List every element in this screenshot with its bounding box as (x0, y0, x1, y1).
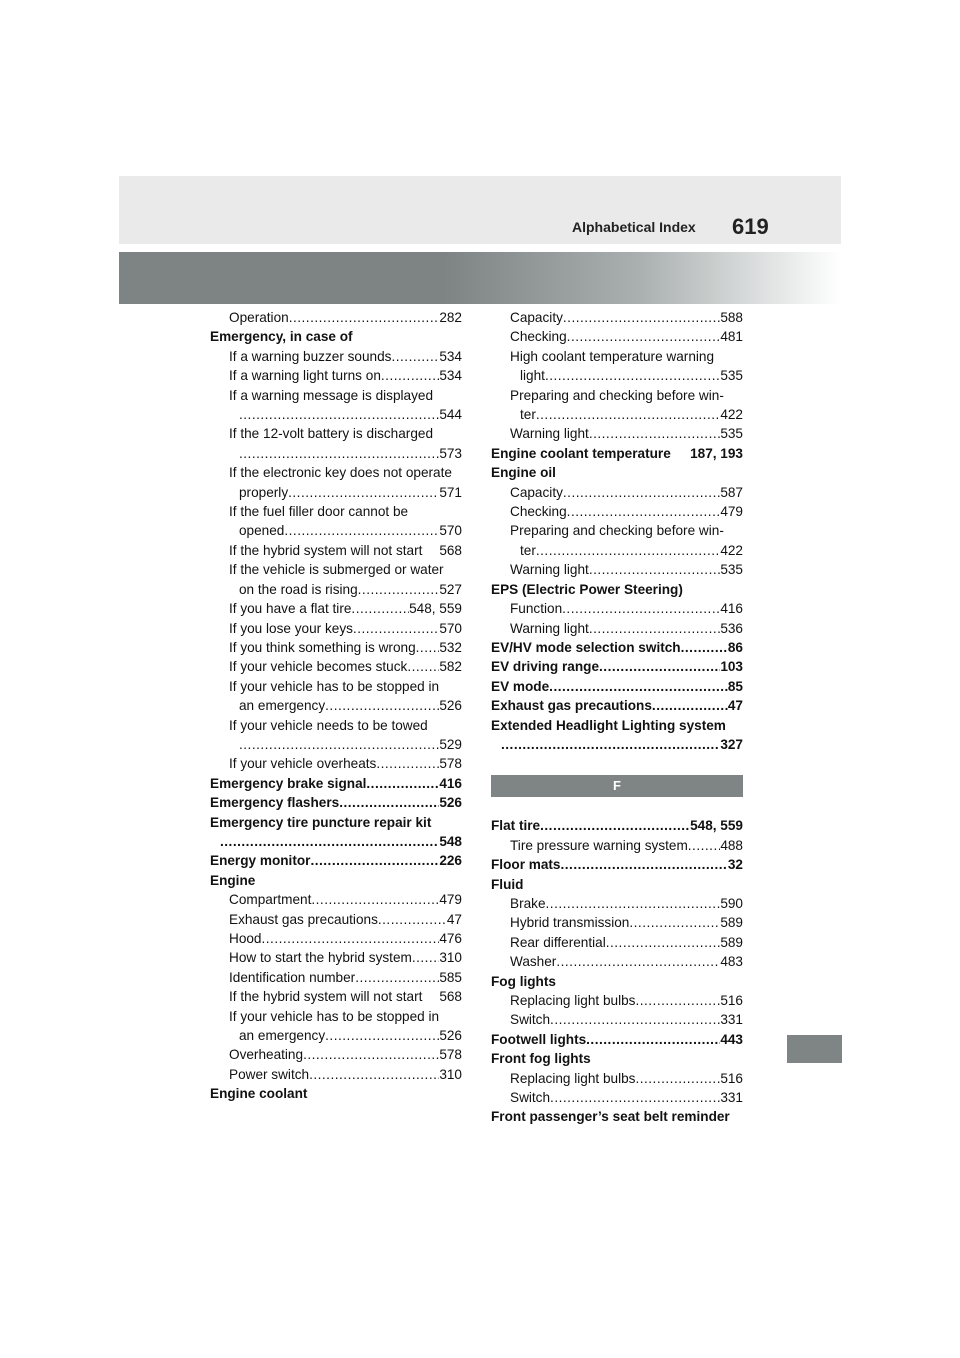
entry-page: 589 (720, 915, 743, 931)
index-entry (210, 890, 462, 909)
index-entry (491, 1069, 743, 1088)
index-entry (491, 1030, 743, 1049)
index-entry (210, 1084, 462, 1103)
entry-page: 573 (439, 445, 462, 461)
entry-page: 526 (439, 795, 462, 811)
entry-term: If the 12-volt battery is discharged (229, 426, 434, 442)
entry-term: If you think something is wrong (229, 639, 416, 655)
index-entry (210, 386, 462, 405)
dot-leader (376, 754, 439, 773)
index-entry (491, 347, 743, 366)
dot-leader (589, 619, 720, 638)
dot-leader (536, 405, 720, 424)
index-list-bottom (491, 816, 743, 1127)
entry-term: High coolant temperature warning (510, 348, 715, 364)
dot-leader (366, 774, 439, 793)
index-entry (491, 677, 743, 696)
entry-term: Rear differential (510, 934, 606, 950)
entry-term: If a warning buzzer sounds (229, 348, 392, 364)
dot-leader (501, 735, 720, 754)
entry-page: 548, 559 (409, 601, 462, 617)
dot-leader (563, 483, 720, 502)
entry-term: Compartment (229, 892, 312, 908)
entry-term: ter (520, 407, 536, 423)
entry-term: Replacing light bulbs (510, 1070, 636, 1086)
chapter-thumb-tab (787, 1035, 842, 1063)
entry-term: Switch (510, 1012, 551, 1028)
entry-page: 331 (720, 1090, 743, 1106)
dot-leader (239, 405, 439, 424)
entry-term: How to start the hybrid system (229, 950, 412, 966)
index-entry (210, 463, 462, 482)
entry-page: 476 (439, 931, 462, 946)
entry-term: Emergency brake signal (210, 775, 367, 791)
entry-term: Engine coolant temperature (491, 445, 671, 461)
entry-term: Identification number (229, 969, 356, 985)
index-entry (491, 875, 743, 894)
entry-term: Flat tire (491, 818, 541, 834)
dot-leader (220, 832, 439, 851)
entry-page: 481 (720, 329, 743, 345)
page-number: 619 (732, 214, 769, 239)
dot-leader (239, 735, 439, 754)
entry-page: 532 (439, 639, 462, 655)
index-entry (491, 327, 743, 346)
index-entry (491, 894, 743, 913)
entry-page: 526 (439, 1028, 462, 1044)
dot-leader (381, 366, 439, 385)
index-entry (491, 1049, 743, 1068)
entry-term: Preparing and checking before win- (510, 523, 724, 539)
entry-page: 103 (720, 659, 743, 675)
dot-leader (545, 366, 720, 385)
entry-page: 226 (439, 853, 462, 869)
entry-page: 416 (439, 775, 462, 791)
index-column-left (210, 308, 462, 1104)
entry-page: 282 (439, 310, 462, 325)
entry-term: If the hybrid system will not start (229, 542, 423, 558)
index-entry (491, 1010, 743, 1029)
entry-term: Checking (510, 329, 567, 345)
index-entry (491, 521, 743, 540)
entry-page: 582 (439, 659, 462, 675)
entry-term: If the hybrid system will not start (229, 989, 423, 1005)
index-entry (210, 793, 462, 812)
entry-term: Overheating (229, 1047, 304, 1063)
index-column-right (491, 308, 743, 1127)
dot-leader (416, 638, 440, 657)
index-entry (210, 1007, 462, 1026)
entry-term: If the electronic key does not operate (229, 465, 452, 481)
index-entry (491, 541, 743, 560)
entry-page: 529 (439, 736, 462, 752)
index-entry (210, 1065, 462, 1084)
index-entry (491, 619, 743, 638)
entry-term: on the road is rising (239, 581, 358, 597)
entry-page: 526 (439, 698, 462, 714)
entry-term: Emergency flashers (210, 795, 340, 811)
index-entry (210, 735, 462, 754)
entry-term: Capacity (510, 484, 563, 500)
index-entry (491, 580, 743, 599)
entry-page: 187, 193 (690, 445, 743, 461)
entry-term: If the vehicle is submerged or water (229, 562, 444, 578)
entry-term: Engine oil (491, 465, 556, 481)
dot-leader (652, 696, 728, 715)
entry-term: Engine (210, 872, 256, 888)
entry-term: an emergency (239, 1028, 326, 1044)
entry-term: If you have a flat tire (229, 601, 352, 617)
entry-term: Fluid (491, 876, 524, 892)
index-entry (491, 836, 743, 855)
index-entry (210, 580, 462, 599)
entry-term: Function (510, 601, 563, 617)
dot-leader (536, 541, 720, 560)
dot-leader (412, 948, 439, 967)
index-entry (491, 386, 743, 405)
index-entry (210, 910, 462, 929)
entry-page: 479 (439, 892, 462, 908)
entry-page: 578 (439, 756, 462, 772)
dot-leader (599, 657, 720, 676)
entry-term: EV/HV mode selection switch (491, 639, 681, 655)
entry-page: 422 (720, 407, 743, 423)
entry-term: an emergency (239, 698, 326, 714)
dot-leader (325, 1026, 439, 1045)
dot-leader (310, 851, 439, 870)
entry-term: EV driving range (491, 659, 600, 675)
dot-leader (311, 890, 439, 909)
entry-term: Warning light (510, 562, 589, 578)
dot-leader (549, 677, 728, 696)
entry-page: 516 (720, 1070, 743, 1086)
entry-page: 589 (720, 934, 743, 950)
index-entry (210, 696, 462, 715)
entry-term: Capacity (510, 310, 563, 325)
entry-term: If your vehicle needs to be towed (229, 717, 428, 733)
entry-page: 534 (439, 348, 462, 364)
entry-page: 483 (720, 954, 743, 970)
index-entry (491, 599, 743, 618)
entry-term: Energy monitor (210, 853, 311, 869)
index-entry (491, 444, 743, 463)
index-entry (210, 968, 462, 987)
index-entry (210, 774, 462, 793)
entry-page: 527 (439, 581, 462, 597)
index-entry (491, 424, 743, 443)
entry-page: 571 (439, 484, 462, 500)
entry-page: 47 (446, 911, 462, 927)
index-entry (210, 716, 462, 735)
entry-term: If you lose your keys (229, 620, 353, 636)
dot-leader (567, 502, 721, 521)
dot-leader (351, 599, 409, 618)
entry-page: 535 (720, 426, 743, 442)
index-entry (491, 696, 743, 715)
index-entry (210, 987, 462, 1006)
dot-leader (589, 560, 720, 579)
entry-page: 535 (720, 368, 743, 384)
index-entry (210, 657, 462, 676)
index-entry (491, 1088, 743, 1107)
index-entry (210, 541, 462, 560)
dot-leader (563, 308, 720, 327)
index-entry (491, 816, 743, 835)
entry-term: Emergency tire puncture repair kit (210, 814, 432, 830)
entry-term: Warning light (510, 426, 589, 442)
entry-page: 568 (439, 542, 462, 558)
entry-term: If a warning light turns on (229, 368, 381, 384)
section-letter-f: F (491, 775, 743, 797)
index-entry (210, 521, 462, 540)
index-entry (491, 1107, 743, 1126)
entry-term: If your vehicle becomes stuck (229, 659, 408, 675)
dot-leader (635, 991, 720, 1010)
index-entry (491, 638, 743, 657)
dot-leader (562, 599, 720, 618)
entry-page: 570 (439, 620, 462, 636)
dot-leader (284, 521, 439, 540)
index-entry (210, 366, 462, 385)
entry-term: Switch (510, 1090, 551, 1106)
index-entry (491, 952, 743, 971)
dot-leader (586, 1030, 720, 1049)
index-entry (210, 308, 462, 327)
index-entry (210, 599, 462, 618)
entry-page: 536 (720, 620, 743, 636)
entry-page: 331 (720, 1012, 743, 1028)
dot-leader (567, 327, 721, 346)
dot-leader (407, 657, 439, 676)
entry-page: 479 (720, 504, 743, 520)
entry-term: EV mode (491, 678, 550, 694)
index-entry (210, 424, 462, 443)
entry-term: Warning light (510, 620, 589, 636)
entry-page: 585 (439, 969, 462, 985)
entry-page: 590 (720, 895, 743, 911)
index-entry (491, 502, 743, 521)
dot-leader (288, 483, 439, 502)
entry-term: If the fuel filler door cannot be (229, 504, 409, 520)
index-entry (491, 463, 743, 482)
index-entry (210, 851, 462, 870)
entry-term: Fog lights (491, 973, 556, 989)
index-entry (491, 366, 743, 385)
entry-term: ter (520, 542, 536, 558)
entry-term: Hybrid transmission (510, 915, 630, 931)
entry-term: Tire pressure warning system (510, 837, 688, 853)
index-entry (210, 638, 462, 657)
dot-leader (550, 1010, 720, 1029)
index-entry (210, 1026, 462, 1045)
entry-page: 548 (439, 833, 462, 849)
entry-page: 548, 559 (690, 818, 743, 834)
index-entry (491, 991, 743, 1010)
index-entry (210, 405, 462, 424)
entry-page: 443 (720, 1031, 743, 1047)
entry-term: Preparing and checking before win- (510, 387, 724, 403)
dot-leader (681, 638, 728, 657)
entry-page: 85 (727, 678, 743, 694)
entry-term: light (520, 368, 545, 384)
entry-term: Washer (510, 954, 557, 970)
dot-leader (353, 619, 439, 638)
entry-term: Checking (510, 504, 567, 520)
dot-leader (556, 952, 720, 971)
dot-leader (391, 347, 439, 366)
dot-leader (589, 424, 720, 443)
index-entry (210, 948, 462, 967)
index-entry (491, 308, 743, 327)
entry-page: 86 (727, 639, 743, 655)
entry-page: 568 (439, 989, 462, 1005)
index-entry (491, 657, 743, 676)
entry-term: If your vehicle has to be stopped in (229, 1008, 440, 1024)
entry-term: Exhaust gas precautions (491, 698, 652, 714)
index-entry (491, 405, 743, 424)
dot-leader (262, 929, 440, 948)
entry-term: Footwell lights (491, 1031, 587, 1047)
entry-page: 310 (439, 1066, 462, 1082)
entry-term: properly (239, 484, 289, 500)
dot-leader (635, 1069, 720, 1088)
index-entry (210, 444, 462, 463)
entry-page: 422 (720, 542, 743, 558)
index-entry (491, 483, 743, 502)
dot-leader (606, 933, 721, 952)
index-entry (491, 913, 743, 932)
entry-term: Replacing light bulbs (510, 993, 636, 1008)
index-entry (210, 754, 462, 773)
entry-page: 516 (720, 993, 743, 1008)
dot-leader (289, 308, 440, 327)
index-entry (491, 735, 743, 754)
entry-page: 327 (720, 736, 743, 752)
dot-leader (546, 894, 721, 913)
entry-term: If a warning message is displayed (229, 387, 434, 403)
entry-page: 32 (727, 857, 743, 873)
entry-term: EPS (Electric Power Steering) (491, 581, 683, 597)
entry-term: Brake (510, 895, 546, 911)
dot-leader (309, 1065, 439, 1084)
index-entry (491, 972, 743, 991)
dot-leader (540, 816, 690, 835)
index-entry (210, 483, 462, 502)
dot-leader (561, 855, 728, 874)
index-entry (210, 832, 462, 851)
dot-leader (325, 696, 439, 715)
dot-leader (339, 793, 439, 812)
index-entry (491, 716, 743, 735)
index-entry (210, 677, 462, 696)
index-entry (210, 871, 462, 890)
index-entry (210, 1045, 462, 1064)
entry-page: 535 (720, 562, 743, 578)
index-entry (210, 502, 462, 521)
entry-page: 488 (720, 837, 743, 853)
index-list-top (491, 308, 743, 754)
dot-leader (303, 1045, 439, 1064)
dot-leader (629, 913, 720, 932)
entry-page: 47 (727, 698, 743, 714)
index-entry (210, 813, 462, 832)
entry-term: Exhaust gas precautions (229, 911, 378, 927)
dot-leader (355, 968, 439, 987)
entry-term: Hood (229, 931, 262, 946)
dot-leader (688, 836, 721, 855)
section-title: Alphabetical Index (572, 219, 696, 235)
entry-term: If your vehicle has to be stopped in (229, 678, 440, 694)
header-gradient-band (119, 252, 841, 304)
index-entry (210, 560, 462, 579)
entry-term: Front fog lights (491, 1051, 591, 1067)
entry-page: 416 (720, 601, 743, 617)
dot-leader (550, 1088, 720, 1107)
entry-page: 570 (439, 523, 462, 539)
entry-page: 534 (439, 368, 462, 384)
entry-page: 587 (720, 484, 743, 500)
entry-page: 544 (439, 407, 462, 423)
index-entry (491, 560, 743, 579)
dot-leader (239, 444, 439, 463)
entry-term: Operation (229, 310, 289, 325)
index-entry (210, 619, 462, 638)
index-entry (491, 933, 743, 952)
dot-leader (358, 580, 440, 599)
entry-page: 310 (439, 950, 462, 966)
entry-term: If your vehicle overheats (229, 756, 377, 772)
entry-term: Engine coolant (210, 1086, 308, 1102)
entry-term: Emergency, in case of (210, 329, 353, 345)
entry-term: Power switch (229, 1066, 310, 1082)
index-entry (210, 327, 462, 346)
entry-term: Front passenger’s seat belt reminder (491, 1109, 730, 1125)
entry-term: Extended Headlight Lighting system (491, 717, 726, 733)
entry-page: 588 (720, 310, 743, 325)
dot-leader (378, 910, 447, 929)
entry-term: Floor mats (491, 857, 561, 873)
index-entry (210, 347, 462, 366)
index-entry (210, 929, 462, 948)
index-entry (491, 855, 743, 874)
entry-page: 578 (439, 1047, 462, 1063)
entry-term: opened (239, 523, 285, 539)
